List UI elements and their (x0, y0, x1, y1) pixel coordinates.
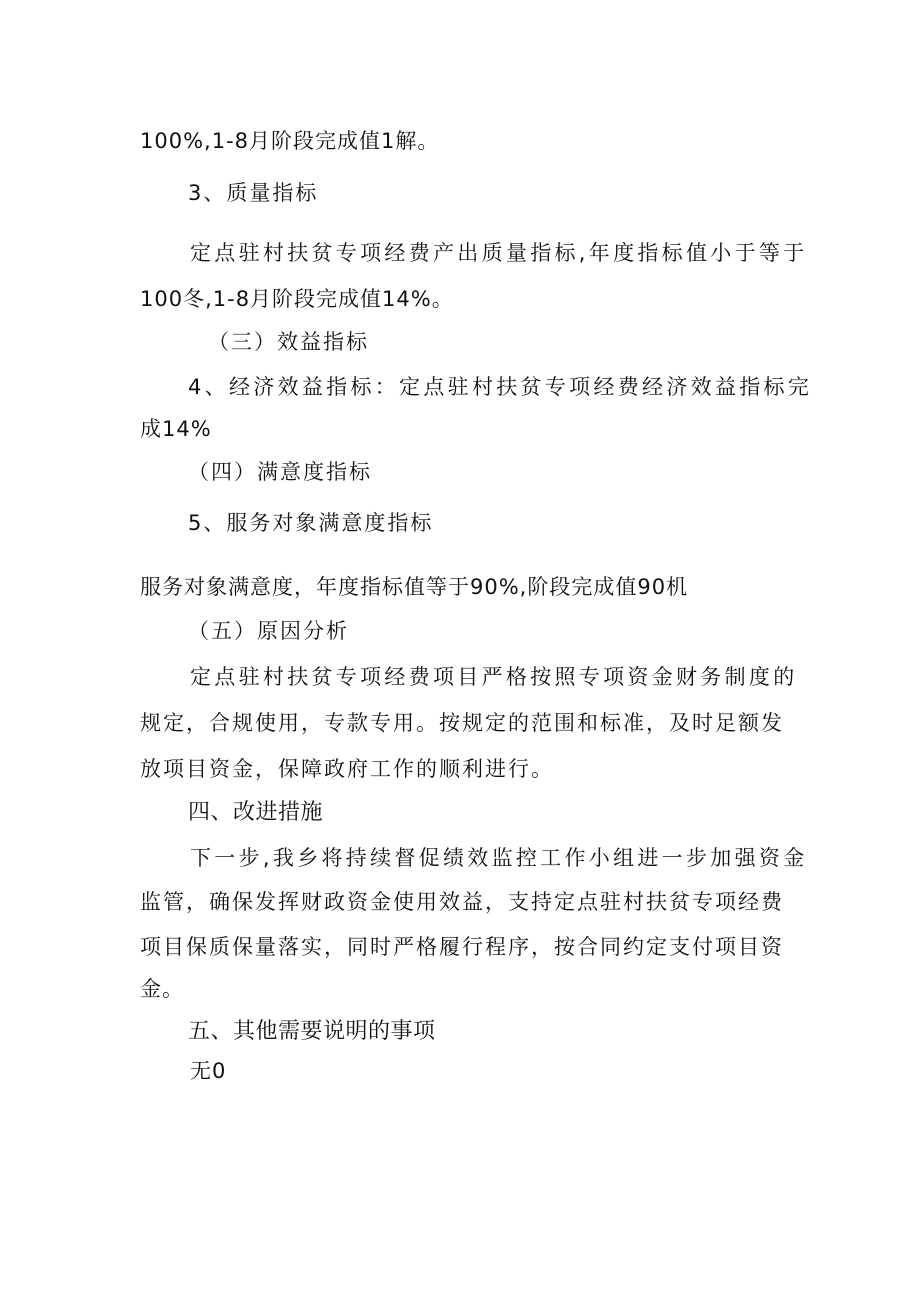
paragraph-line: 放项目资金，保障政府工作的顺利进行。 (140, 757, 554, 781)
paragraph-line: 下一步,我乡将持续督促绩效监控工作小组进一步加强资金 (190, 846, 808, 870)
paragraph-line: 成14% (140, 417, 212, 441)
subsection-heading: 3、质量指标 (188, 181, 319, 205)
section-heading: （五）原因分析 (188, 619, 349, 643)
paragraph-line: 定点驻村扶贫专项经费产出质量指标,年度指标值小于等于 (190, 241, 808, 265)
paragraph-line: 监管，确保发挥财政资金使用效益，支持定点驻村扶贫专项经费 (140, 890, 784, 914)
section-heading: （三）效益指标 (208, 330, 369, 354)
section-heading: （四）满意度指标 (188, 460, 372, 484)
paragraph-line: 100冬,1-8月阶段完成值14%。 (140, 287, 454, 311)
paragraph-line: 项目保质保量落实，同时严格履行程序，按合同约定支付项目资 (140, 935, 784, 959)
paragraph-line: 规定，合规使用，专款专用。按规定的范围和标准，及时足额发 (140, 711, 784, 735)
paragraph-line: 金。 (140, 977, 184, 1001)
chapter-heading: 五、其他需要说明的事项 (188, 1019, 436, 1044)
paragraph-line: 100%,1-8月阶段完成值1解。 (140, 129, 440, 153)
subsection-heading: 5、服务对象满意度指标 (188, 511, 434, 535)
paragraph-line: 定点驻村扶贫专项经费项目严格按照专项资金财务制度的 (190, 665, 798, 689)
paragraph-line: 无0 (190, 1059, 227, 1083)
chapter-heading: 四、改进措施 (188, 800, 324, 825)
paragraph-line: 4、经济效益指标：定点驻村扶贫专项经费经济效益指标完 (188, 375, 813, 399)
paragraph-line: 服务对象满意度，年度指标值等于90%,阶段完成值90机 (140, 575, 689, 599)
